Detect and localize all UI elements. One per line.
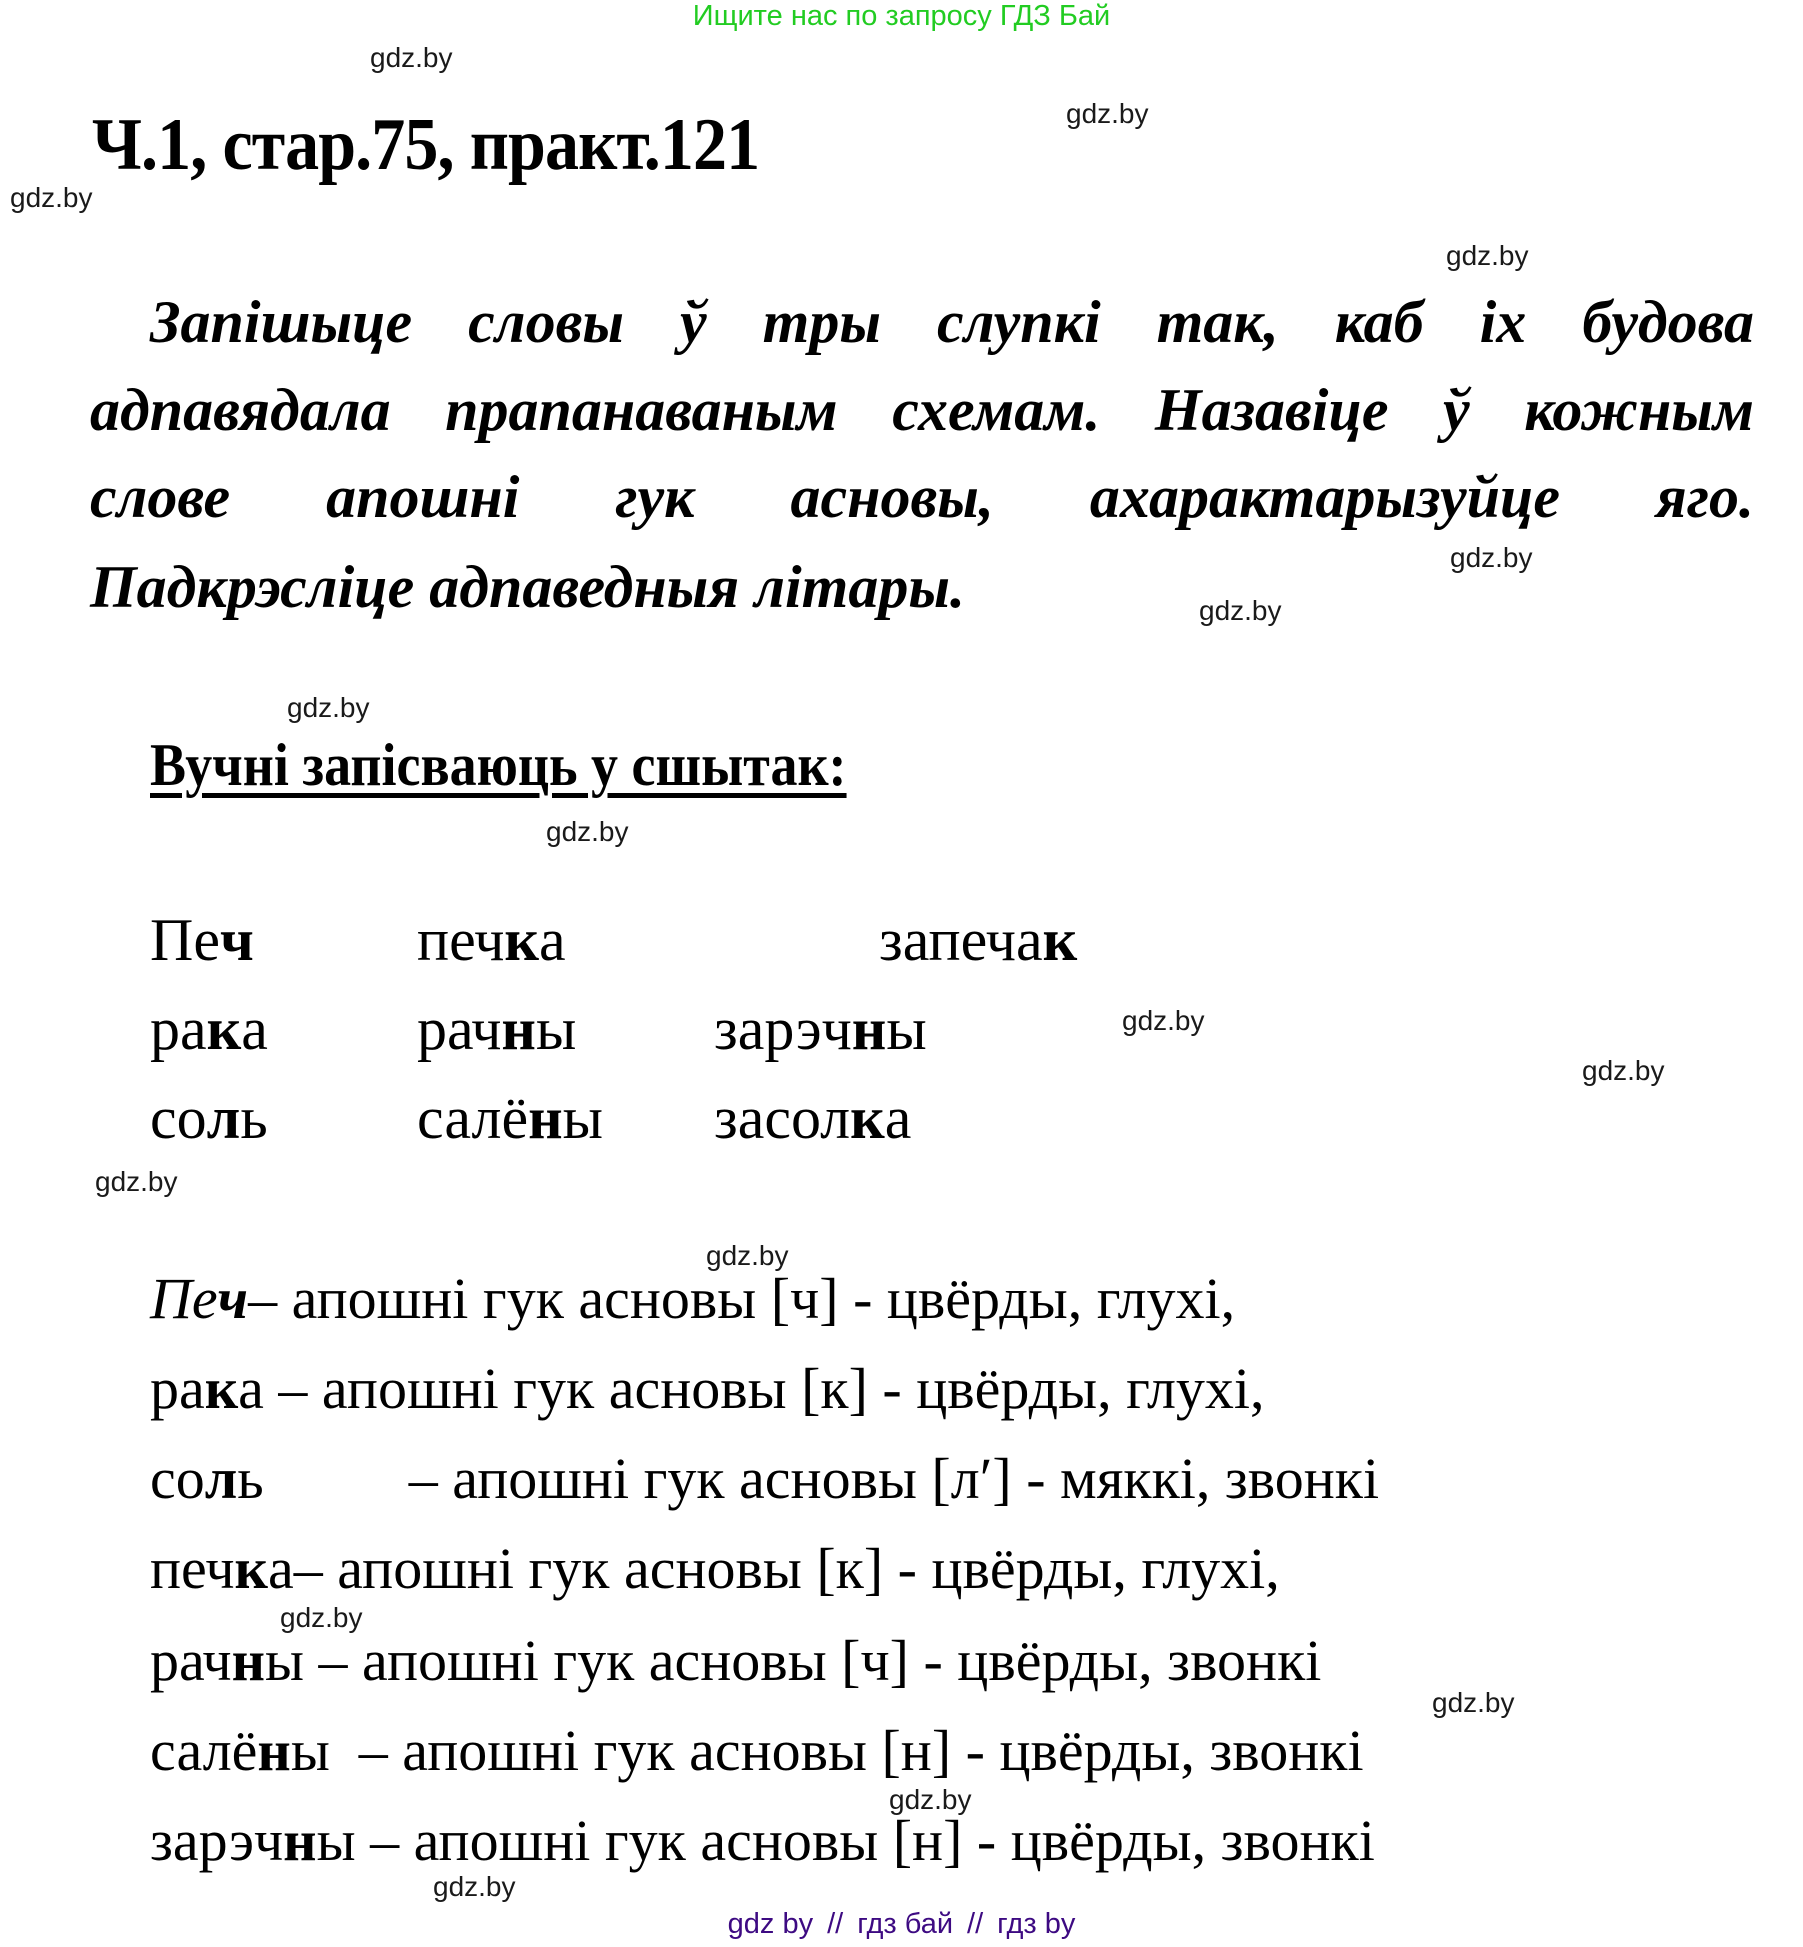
watermark: gdz.by — [1122, 1005, 1205, 1036]
description-text: – апошні гук асновы [к] - цвёрды, глухі, — [263, 1356, 1265, 1421]
description-line — [150, 1808, 1375, 1873]
footer-separator: // — [967, 1908, 984, 1940]
description-text: – апошні гук асновы [н] - цвёрды, звонкі — [329, 1718, 1364, 1783]
watermark: gdz.by — [370, 42, 453, 73]
watermark: gdz.by — [546, 816, 629, 847]
word-cell: запечак — [879, 907, 1078, 973]
description-word: зарэчны — [150, 1808, 356, 1873]
instruction-line: Падкрэсліце адпаведныя літары. — [90, 554, 965, 620]
word-cell: салёны — [417, 1085, 603, 1151]
description-line — [150, 1356, 1265, 1421]
description-line — [150, 1718, 1364, 1783]
watermark: gdz.by — [95, 1166, 178, 1197]
section-heading: Вучні запісваюць у сшытак: — [150, 732, 847, 798]
word-cell: засолка — [714, 1085, 912, 1151]
description-word: Печ — [150, 1266, 249, 1331]
watermark: gdz.by — [1066, 98, 1149, 129]
description-word: рачны — [150, 1628, 304, 1693]
watermark: gdz.by — [889, 1784, 972, 1815]
search-banner: Ищите нас по запросу ГДЗ Бай — [692, 0, 1111, 32]
word-cell: соль — [150, 1085, 268, 1151]
watermark: gdz.by — [1582, 1055, 1665, 1086]
description-word: салёны — [150, 1718, 330, 1783]
description-word: рака — [150, 1356, 264, 1421]
footer-links — [0, 1910, 1803, 1939]
watermark: gdz.by — [433, 1871, 516, 1902]
watermark: gdz.by — [1199, 595, 1282, 626]
watermark: gdz.by — [1450, 542, 1533, 573]
word-cell: рачны — [417, 996, 577, 1062]
description-text: – апошні гук асновы [н] - цвёрды, звонкі — [355, 1808, 1375, 1873]
watermark: gdz.by — [1432, 1687, 1515, 1718]
footer-link[interactable]: гдз бай — [857, 1908, 954, 1940]
watermark: gdz.by — [706, 1240, 789, 1271]
watermark: gdz.by — [1446, 240, 1529, 271]
description-text: – апошні гук асновы [л′] - мяккі, звонкі — [263, 1446, 1380, 1511]
watermark: gdz.by — [280, 1602, 363, 1633]
page-title: Ч.1, стар.75, практ.121 — [92, 104, 760, 186]
description-line — [150, 1266, 1236, 1331]
instruction-line: слове апошні гук асновы, ахарактарызуйце яго. — [90, 464, 1754, 530]
instruction-line: Запішыце словы ў тры слупкі так, каб іх будова — [150, 289, 1754, 355]
description-text: – апошні гук асновы [ч] - цвёрды, звонкі — [303, 1628, 1322, 1693]
description-text: – апошні гук асновы [к] - цвёрды, глухі, — [293, 1536, 1280, 1601]
word-cell: печка — [417, 907, 566, 973]
word-cell: Печ — [150, 907, 254, 973]
description-line — [150, 1446, 1380, 1511]
footer-separator: // — [827, 1908, 844, 1940]
description-word: соль — [150, 1446, 264, 1511]
instruction-line: адпавядала прапанаваным схемам. Назавіце ў кожным — [90, 377, 1754, 443]
word-cell: рака — [150, 996, 268, 1062]
description-text: – апошні гук асновы [ч] - цвёрды, глухі, — [248, 1266, 1236, 1331]
watermark: gdz.by — [10, 182, 93, 213]
footer-link[interactable]: гдз by — [997, 1908, 1076, 1940]
description-word: печка — [150, 1536, 294, 1601]
word-cell: зарэчны — [714, 996, 927, 1062]
description-line — [150, 1536, 1280, 1601]
watermark: gdz.by — [287, 692, 370, 723]
footer-link[interactable]: gdz by — [727, 1908, 814, 1940]
description-line — [150, 1628, 1322, 1693]
